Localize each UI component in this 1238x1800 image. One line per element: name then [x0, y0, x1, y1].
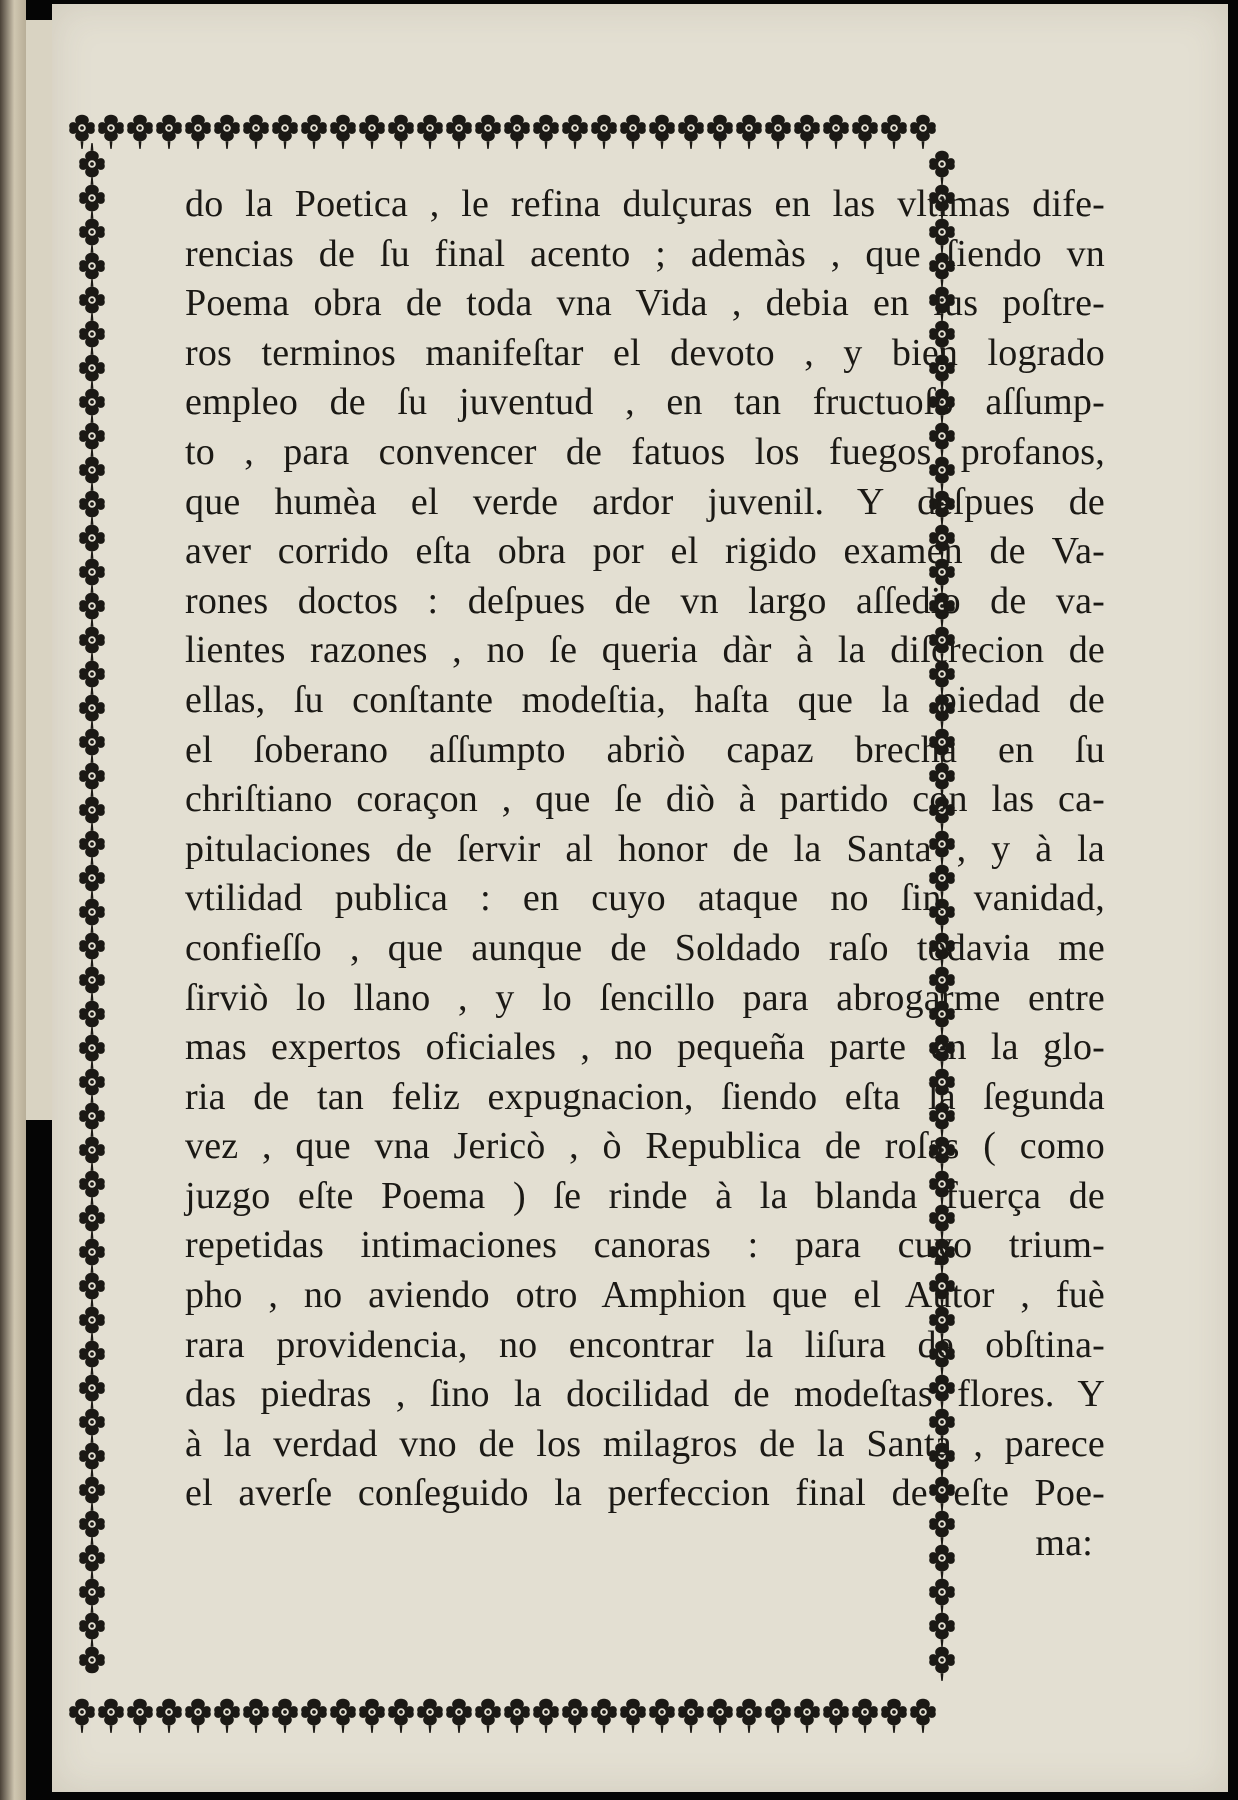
fleuron-icon: [707, 1699, 733, 1733]
fleuron-icon: [156, 115, 182, 149]
fleuron-icon: [79, 177, 105, 211]
fleuron-icon: [649, 115, 675, 149]
fleuron-icon: [79, 1571, 105, 1605]
fleuron-icon: [533, 115, 559, 149]
fleuron-icon: [929, 1579, 955, 1613]
fleuron-icon: [79, 1129, 105, 1163]
fleuron-icon: [649, 1699, 675, 1733]
fleuron-icon: [272, 115, 298, 149]
fleuron-icon: [504, 115, 530, 149]
fleuron-icon: [79, 789, 105, 823]
book-page: [52, 4, 1228, 1792]
fleuron-icon: [388, 115, 414, 149]
text-line: Poema obra de toda vna Vida , debia en ſus poſtre-: [185, 282, 1105, 325]
fleuron-icon: [79, 1197, 105, 1231]
fleuron-icon: [765, 1699, 791, 1733]
fleuron-icon: [214, 1699, 240, 1733]
text-line: ma:: [1035, 1522, 1093, 1565]
text-line: rara providencia, no encontrar la liſura de obſtina-: [185, 1323, 1105, 1366]
text-line: el averſe conſeguido la perfeccion final de eſte Poe-: [185, 1472, 1105, 1515]
fleuron-icon: [69, 115, 95, 149]
previous-page-edge: [26, 20, 54, 1120]
text-line: ria de tan feliz expugnacion, ſiendo eſta la ſegunda: [185, 1075, 1105, 1118]
body-text: [185, 180, 1105, 1569]
fleuron-icon: [79, 449, 105, 483]
fleuron-icon: [823, 1699, 849, 1733]
fleuron-icon: [620, 1699, 646, 1733]
fleuron-icon: [620, 115, 646, 149]
fleuron-icon: [79, 381, 105, 415]
text-line: rones doctos : deſpues de vn largo aſſedio de va-: [185, 579, 1105, 622]
fleuron-icon: [79, 653, 105, 687]
fleuron-icon: [910, 115, 936, 149]
fleuron-icon: [591, 1699, 617, 1733]
fleuron-icon: [79, 993, 105, 1027]
fleuron-icon: [185, 115, 211, 149]
fleuron-icon: [765, 115, 791, 149]
fleuron-icon: [79, 1537, 105, 1571]
fleuron-icon: [504, 1699, 530, 1733]
text-line: pitulaciones de ſervir al honor de la Santa , y à la: [185, 827, 1105, 870]
text-line: ſirviò lo llano , y lo ſencillo para abrogarme entre: [185, 976, 1105, 1019]
fleuron-icon: [852, 115, 878, 149]
fleuron-icon: [243, 1699, 269, 1733]
fleuron-icon: [79, 551, 105, 585]
text-line: empleo de ſu juventud , en tan fructuoſo aſſump-: [185, 381, 1105, 424]
fleuron-icon: [79, 1265, 105, 1299]
text-line: chriſtiano coraçon , que ſe diò à partido con las ca-: [185, 778, 1105, 821]
fleuron-icon: [678, 115, 704, 149]
fleuron-icon: [79, 585, 105, 619]
fleuron-icon: [79, 721, 105, 755]
fleuron-icon: [127, 1699, 153, 1733]
text-line: lientes razones , no ſe queria dàr à la diſcrecion de: [185, 629, 1105, 672]
text-line: confieſſo , que aunque de Soldado raſo todavia me: [185, 926, 1105, 969]
fleuron-icon: [79, 1027, 105, 1061]
fleuron-icon: [79, 687, 105, 721]
fleuron-icon: [533, 1699, 559, 1733]
fleuron-icon: [388, 1699, 414, 1733]
fleuron-icon: [79, 891, 105, 925]
text-line: mas expertos oficiales , no pequeña parte en la glo-: [185, 1026, 1105, 1069]
fleuron-icon: [79, 1435, 105, 1469]
fleuron-icon: [79, 1333, 105, 1367]
fleuron-icon: [417, 1699, 443, 1733]
fleuron-icon: [929, 1613, 955, 1647]
fleuron-icon: [79, 347, 105, 381]
fleuron-icon: [79, 1639, 105, 1673]
fleuron-icon: [736, 115, 762, 149]
fleuron-icon: [79, 1299, 105, 1333]
fleuron-icon: [881, 115, 907, 149]
fleuron-icon: [707, 115, 733, 149]
fleuron-icon: [79, 483, 105, 517]
fleuron-icon: [417, 115, 443, 149]
fleuron-icon: [243, 115, 269, 149]
fleuron-icon: [79, 1163, 105, 1197]
fleuron-icon: [79, 245, 105, 279]
fleuron-icon: [69, 1699, 95, 1733]
fleuron-icon: [79, 279, 105, 313]
fleuron-icon: [156, 1699, 182, 1733]
fleuron-icon: [736, 1699, 762, 1733]
fleuron-icon: [330, 1699, 356, 1733]
fleuron-icon: [79, 1061, 105, 1095]
text-line: vtilidad publica : en cuyo ataque no ſin vanidad,: [185, 877, 1105, 920]
fleuron-icon: [678, 1699, 704, 1733]
fleuron-icon: [475, 1699, 501, 1733]
fleuron-icon: [79, 959, 105, 993]
fleuron-icon: [272, 1699, 298, 1733]
fleuron-icon: [79, 313, 105, 347]
text-line: ros terminos manifeſtar el devoto , y bien logrado: [185, 331, 1105, 374]
book-spine: [0, 0, 26, 1800]
text-line: à la verdad vno de los milagros de la Santa , parece: [185, 1422, 1105, 1465]
text-line: el ſoberano aſſumpto abriò capaz brecha en ſu: [185, 728, 1105, 771]
text-line: juzgo eſte Poema ) ſe rinde à la blanda fuerça de: [185, 1174, 1105, 1217]
fleuron-icon: [446, 1699, 472, 1733]
fleuron-icon: [79, 143, 105, 177]
fleuron-icon: [562, 115, 588, 149]
fleuron-icon: [127, 115, 153, 149]
fleuron-icon: [79, 415, 105, 449]
fleuron-icon: [301, 115, 327, 149]
text-line: das piedras , ſino la docilidad de modeſtas flores. Y: [185, 1373, 1105, 1416]
fleuron-icon: [79, 517, 105, 551]
fleuron-icon: [562, 1699, 588, 1733]
fleuron-icon: [79, 211, 105, 245]
fleuron-icon: [79, 755, 105, 789]
text-line: vez , que vna Jericò , ò Republica de roſas ( como: [185, 1125, 1105, 1168]
text-line: repetidas intimaciones canoras : para cuyo trium-: [185, 1224, 1105, 1267]
fleuron-icon: [330, 115, 356, 149]
fleuron-icon: [79, 1231, 105, 1265]
fleuron-icon: [79, 1367, 105, 1401]
fleuron-icon: [794, 1699, 820, 1733]
fleuron-icon: [79, 925, 105, 959]
fleuron-icon: [446, 115, 472, 149]
fleuron-icon: [823, 115, 849, 149]
text-line: do la Poetica , le refina dulçuras en las vltimas dife-: [185, 183, 1105, 225]
text-line: que humèa el verde ardor juvenil. Y deſpues de: [185, 480, 1105, 523]
fleuron-icon: [79, 1401, 105, 1435]
text-line: pho , no aviendo otro Amphion que el Autor , fuè: [185, 1274, 1105, 1317]
text-line: ellas, ſu conſtante modeſtia, haſta que la piedad de: [185, 678, 1105, 721]
text-line: aver corrido eſta obra por el rigido examen de Va-: [185, 530, 1105, 573]
fleuron-icon: [79, 1605, 105, 1639]
fleuron-icon: [852, 1699, 878, 1733]
fleuron-icon: [881, 1699, 907, 1733]
fleuron-icon: [185, 1699, 211, 1733]
fleuron-icon: [475, 115, 501, 149]
fleuron-icon: [79, 1469, 105, 1503]
fleuron-icon: [79, 823, 105, 857]
fleuron-icon: [214, 115, 240, 149]
fleuron-icon: [98, 115, 124, 149]
fleuron-icon: [794, 115, 820, 149]
fleuron-icon: [929, 1647, 955, 1681]
fleuron-icon: [359, 115, 385, 149]
fleuron-icon: [591, 115, 617, 149]
fleuron-icon: [301, 1699, 327, 1733]
fleuron-icon: [79, 857, 105, 891]
fleuron-icon: [79, 1095, 105, 1129]
text-line: rencias de ſu final acento ; ademàs , que ſiendo vn: [185, 232, 1105, 275]
fleuron-icon: [79, 1503, 105, 1537]
fleuron-icon: [910, 1699, 936, 1733]
fleuron-icon: [359, 1699, 385, 1733]
fleuron-icon: [98, 1699, 124, 1733]
text-line: to , para convencer de fatuos los fuegos profanos,: [185, 430, 1105, 473]
fleuron-icon: [79, 619, 105, 653]
